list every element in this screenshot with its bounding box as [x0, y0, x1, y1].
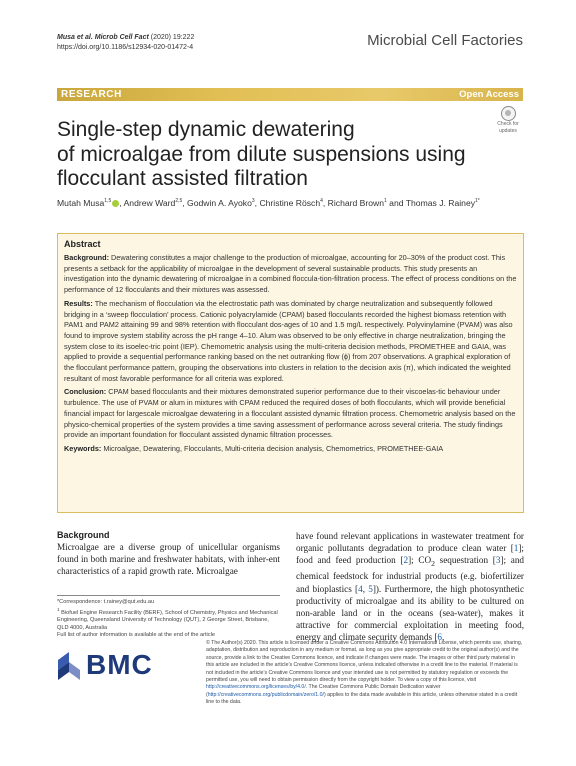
title-line: Single-step dynamic dewatering [57, 118, 355, 141]
body-left-column [57, 530, 280, 578]
author-name[interactable]: Thomas J. Rainey [405, 198, 476, 208]
body-right-column: have found relevant applications in wastewater treatment for organic pollutants degradation to produce clean water [1]; food and feed production [2]; $CO_2$ sequestration [3]; and chemical feedstock for industrial products (e.g. biofertilizer and bioplastics [4, 5]). Furthermore, the high photosynthetic productivity of microalgae and its ability to be cultured on non-arable land or in the oceans (sea-water), makes it attractive for commercial exploitation in meeting food, energy and climate security demands [6, [296, 531, 525, 643]
journal-citation: Musa et al. Microb Cell Fact [57, 34, 149, 41]
citation-link[interactable]: 6 [437, 632, 443, 643]
abstract-keywords: Keywords: Microalgae, Dewatering, Flocculants, Multi-criteria decision analysis, Chemometrics, PROMETHEE-GAIA [64, 443, 444, 453]
author-name[interactable]: Mutah Musa [57, 198, 105, 208]
journal-name: Microbial Cell Factories [367, 32, 523, 49]
bmc-logo-text: BMC [86, 649, 153, 680]
doi-link[interactable]: https://doi.org/10.1186/s12934-020-01472-4 [57, 43, 194, 51]
correspondence-email[interactable]: *Correspondence: t.rainey@qut.edu.au [57, 599, 155, 605]
abstract-heading: Abstract [64, 239, 101, 249]
citation-link[interactable]: 1 [513, 543, 519, 554]
article-type-label: RESEARCH [61, 89, 122, 100]
author-affiliation: 1* [475, 198, 480, 204]
author-info-note: Full list of author information is available at the end of the article [57, 632, 215, 639]
citation-link[interactable]: 5 [368, 583, 373, 594]
public-domain-link[interactable]: http://creativecommons.org/publicdomain/zero/1.0/ [207, 691, 324, 698]
section-heading: Background [57, 530, 110, 540]
affiliation: $^1$ Biofuel Engine Research Facility (BERF), School of Chemistry, Physics and Mechanical Engineering, Queensland University of Technology (QUT), 2 George Street, Brisbane, QLD 4000, Australia [57, 607, 278, 631]
bmc-logo [58, 649, 170, 680]
abstract-background: Background: Dewatering constitutes a major challenge to the production of microalgae, accounting for 20–30% of the product cost. This presents a setback for the applicability of microalgae in the development of several sustainable products. This study presents an investigation into the dynamic dewatering of microalgae in a combined floccula-tion-filtration process. The effect of process conditions on the performance of 12 flocculants and their mixtures was assessed. [64, 253, 517, 295]
running-header [57, 33, 194, 52]
badge-line-2: updates [499, 127, 517, 134]
title-line: flocculant assisted filtration [57, 167, 308, 190]
author-name[interactable]: Richard Brown [327, 198, 385, 208]
author-name[interactable]: Christine Rösch [259, 198, 321, 208]
author-affiliation: 4 [320, 198, 323, 204]
abstract-box [57, 233, 524, 513]
author-list: Mutah Musa$^{1,5}$ , Andrew Ward$^{2,5}$, Godwin A. Ayoko$^3$, Christine Rösch$^4$, Richard Brown$^1$ and Thomas J. Rainey$^{1*}$ [57, 198, 480, 208]
year-volume: (2020) 19:222 [148, 34, 195, 41]
article-title [57, 118, 497, 192]
body-paragraph: Microalgae are a diverse group of unicellular organisms found in both marine and freshwater habitats, with inher-ent characteristics of a rapid growth rate. Microalgae [57, 542, 280, 577]
author-name[interactable]: Godwin A. Ayoko [187, 198, 252, 208]
title-line: of microalgae from dilute suspensions using [57, 142, 466, 166]
correspondence-footnote [57, 595, 280, 639]
citation-link[interactable]: 4 [358, 583, 363, 594]
citation-link[interactable]: 2 [403, 555, 409, 566]
license-text: © The Author(s) 2020. This article is licensed under a Creative Commons Attribution 4.0 International License, which permits use, sharing, adaptation, distribution and reproduction in any medium or format, as long as you give appropriate credit to the original author(s) and the source, provide a link to the Creative Commons licence, and indicate if changes were made. The images or other third party material in this article are included in the article’s Creative Commons licence, unless indicated otherwise in a credit line to the material. If material is not included in the article’s Creative Commons licence and your intended use is not permitted by statutory regulation or exceeds the permitted use, you will need to obtain permission directly from the copyright holder. To view a copy of this licence, visit http://creativecommons.org/licenses/by/4.0/. The Creative Commons Public Domain Dedication waiver (http://creativecommons.org/publicdomain/zero/1.0/) applies to the data made available in this article, unless otherwise stated in a credit line to the data. [206, 640, 523, 706]
abstract-conclusion: Conclusion: CPAM based flocculants and their mixtures demonstrated superior performance due to their viscoelas-tic behaviour under turbulence. The use of PVAM or alum in mixtures with CPAM reduced the required doses of both flocculants, which will provide beneficial financial impact for largescale microalgae dewatering in a flocculant assisted dynamic filtration process. Chemometric analysis based on the physico-chemical properties of the system provides a time saving assessment of performance across several criteria. The study findings provide an important foundation for flocculant assisted dynamic filtration processes. [64, 387, 516, 440]
bmc-logo-mark [58, 652, 80, 680]
author-affiliation: 2,5 [175, 198, 183, 204]
abstract-results: Results: The mechanism of flocculation via the electrostatic path was dominated by charge neutralization and subsequently followed bridging in a ‘sweep flocculation’ process. Cationic polyacrylamide (CPAM) based flocculants recorded the highest biomass retention with PAM1 and PAM2 attaining 99 and 98% retention with flocculant dos-ages of 10 and 1.5 mg/L respectively. Polyvinylamine (PVAM) was also found to improve system stability across the pH range 4–10. Alum was observed to be only effective in charge neutralization, bringing the system close to its isoelec-tric point (IEP). Chemometric analysis using the multi-criteria decision methods, PROMETHEE and GAIA, was applied to provide a sequential performance ranking based on the net outranking flow (ϕ) from 207 observations. A graphical exploration of the flocculant performance pattern, grouping the observations into clusters in relation to the decision axis (π), which indicated the weighted resultant of most favorable performance for all criteria was explored. [64, 298, 513, 383]
license-link[interactable]: http://creativecommons.org/licenses/by/4.0/ [206, 684, 306, 691]
badge-line-1: Check for [497, 121, 519, 127]
author-name[interactable]: Andrew Ward [123, 198, 176, 208]
author-affiliation: 3 [251, 198, 255, 204]
check-for-updates-icon [501, 106, 516, 121]
check-for-updates-badge[interactable] [494, 106, 522, 136]
author-affiliation: 1,5 [104, 198, 112, 204]
open-access-label: Open Access [459, 89, 519, 100]
author-affiliation: 1 [384, 198, 387, 204]
citation-link[interactable]: 3 [495, 555, 501, 566]
article-type-banner [57, 88, 523, 101]
